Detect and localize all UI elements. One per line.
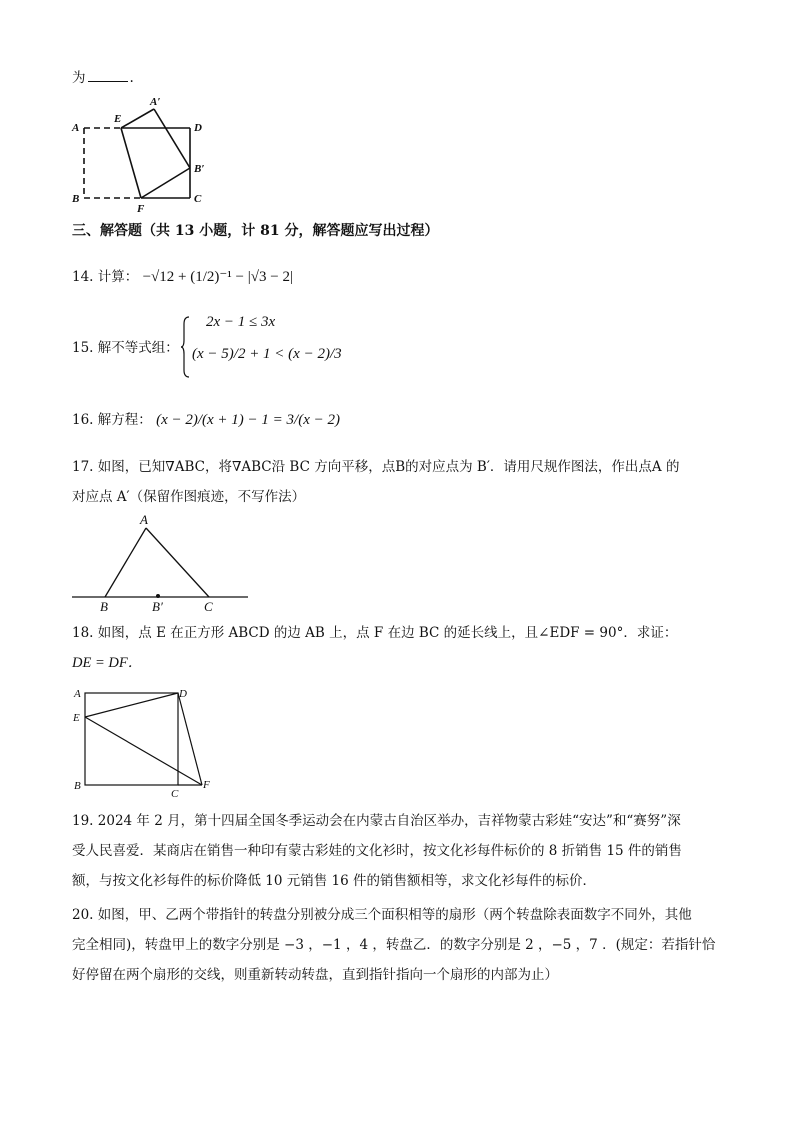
fig13-label-C: C (194, 193, 202, 205)
question-14 (72, 258, 293, 296)
q14-number: 14. (72, 269, 94, 285)
q13-tail (72, 66, 134, 86)
fig13-label-A: A (72, 122, 80, 134)
fig18-edge-ED (85, 693, 178, 717)
q19-number: 19. (72, 813, 94, 829)
fig13-edge-AprimeBprime (154, 109, 190, 168)
q13-tail-end: . (129, 70, 134, 86)
q18-text-2: DE = DF． (72, 655, 143, 671)
q15-number: 15. (72, 340, 94, 356)
q20-line-1 (72, 900, 720, 930)
fig18-label-E: E (73, 712, 80, 724)
figure-q13 (66, 92, 216, 214)
q15-inequality-2: (x − 5)/2 + 1 < (x − 2)/3 (192, 346, 342, 362)
q16-label: 解方程： (97, 412, 152, 428)
fig18-label-F: F (203, 779, 210, 791)
figure-q17 (70, 510, 250, 614)
q15-brace (180, 316, 190, 378)
fig17-point-Bprime (156, 594, 160, 598)
fig18-label-C: C (171, 788, 179, 798)
q20-text-1: 如图，甲、乙两个带指针的转盘分别被分成三个面积相等的扇形（两个转盘除表面数字不同外，其他 (97, 907, 692, 923)
q15-inequality-1: 2x − 1 ≤ 3x (206, 314, 276, 330)
fig17-edge-AC (146, 528, 209, 597)
fig13-label-B: B (72, 193, 80, 205)
q17-text-2: 对应点 A′（保留作图痕迹，不写作法） (72, 489, 306, 505)
fig13-label-D: D (194, 122, 202, 134)
fig13-edge-EF (121, 128, 141, 198)
fig17-edge-AB (105, 528, 146, 597)
question-20 (72, 900, 720, 990)
fig13-edge-BprimeF (141, 168, 190, 198)
fig18-label-B: B (74, 780, 81, 792)
q19-text-1: 2024 年 2 月，第十四届全国冬季运动会在内蒙古自治区举办，吉祥物蒙古彩娃“安达”和“赛努”深 (97, 813, 681, 829)
answer-blank (88, 69, 128, 82)
fig18-label-A: A (74, 688, 81, 700)
q18-text-1: 如图，点 E 在正方形 ABCD 的边 AB 上，点 F 在边 BC 的延长线上，且∠EDF = 90°．求证： (97, 625, 678, 641)
fig17-label-B: B (100, 599, 108, 614)
q20-number: 20. (72, 907, 94, 923)
q15-label: 解不等式组： (97, 340, 179, 356)
fig17-label-C: C (204, 599, 213, 614)
fig17-label-Bprime: B′ (152, 599, 163, 614)
section-3-heading: 三、解答题（共 13 小题，计 81 分，解答题应写出过程） (72, 223, 439, 239)
q14-label: 计算： (97, 269, 139, 285)
fig13-label-F: F (137, 203, 145, 214)
fig13-label-Bprime: B′ (194, 163, 205, 175)
question-17 (72, 452, 720, 512)
q20-text-2: 完全相同)，转盘甲上的数字分别是 −3 ，−1 ，4 ，转盘乙．的数字分别是 2 ，−5 ，7 ．(规定：若指针恰 (72, 937, 716, 953)
q18-number: 18. (72, 625, 94, 641)
fig18-label-D: D (179, 688, 187, 700)
q16-equation: (x − 2)/(x + 1) − 1 = 3/(x − 2) (156, 412, 340, 428)
q20-text-3: 好停留在两个扇形的交线，则重新转动转盘，直到指针指向一个扇形的内部为止） (72, 967, 558, 983)
fig18-edge-EF (85, 717, 202, 785)
q19-line-1 (72, 806, 720, 836)
q17-text-1: 如图，已知∇ABC，将∇ABC沿 BC 方向平移，点B的对应点为 B′．请用尺规作图法，作出点A 的 (97, 459, 680, 475)
q19-text-2: 受人民喜爱．某商店在销售一种印有蒙古彩娃的文化衫时，按文化衫每件标价的 8 折销售 15 件的销售 (72, 843, 682, 859)
fig18-edge-DF (178, 693, 202, 785)
q13-tail-text: 为 (72, 70, 86, 86)
fig17-label-A: A (140, 512, 148, 527)
question-16 (72, 408, 340, 429)
q18-line-1 (72, 618, 720, 648)
q17-number: 17. (72, 459, 94, 475)
q14-expression: −√12 + (1/2)⁻¹ − |√3 − 2| (142, 269, 293, 285)
fig13-edge-EAprime (121, 109, 154, 128)
question-18 (72, 618, 720, 678)
fig18-square (85, 693, 178, 785)
fig13-label-E: E (114, 113, 122, 125)
q16-number: 16. (72, 412, 94, 428)
q17-line-1 (72, 452, 720, 482)
q19-text-3: 额，与按文化衫每件的标价降低 10 元销售 16 件的销售额相等，求文化衫每件的标价． (72, 873, 597, 889)
figure-q18 (70, 684, 220, 798)
question-19 (72, 806, 720, 896)
fig13-label-Aprime: A′ (150, 96, 161, 108)
